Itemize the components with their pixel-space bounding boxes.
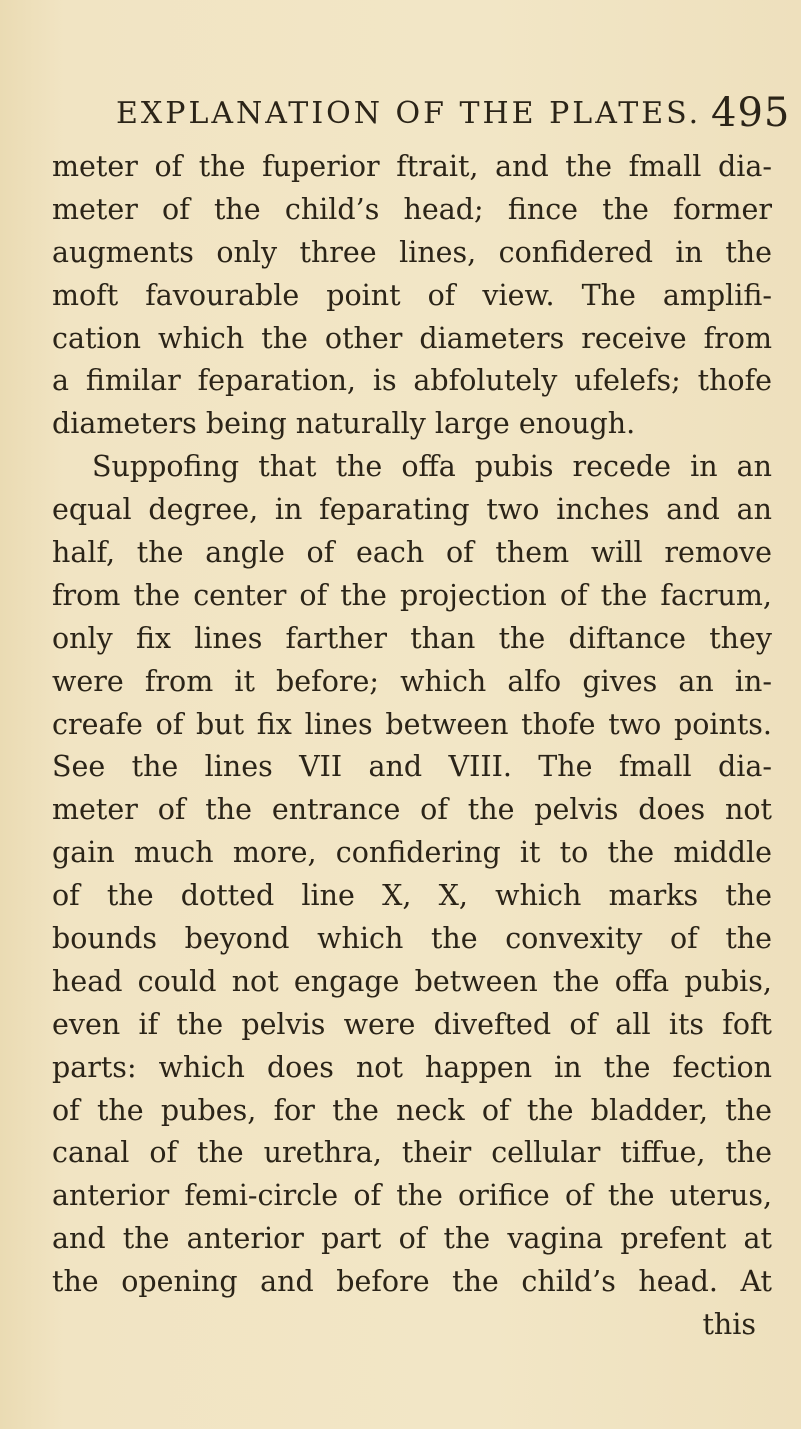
text-line: from the center of the projection of the facrum, (52, 578, 772, 612)
catchword: this (702, 1308, 756, 1342)
text-line: creafe of but fix lines between thofe two points. (52, 707, 772, 741)
text-line: a fimilar feparation, is abfolutely ufelefs; thofe (52, 364, 772, 398)
text-line: and the anterior part of the vagina prefent at (52, 1222, 772, 1256)
text-line: were from it before; which alfo gives an in- (52, 664, 772, 698)
text-line: cation which the other diameters receive from (52, 321, 772, 355)
text-line: even if the pelvis were divefted of all its foft (52, 1007, 772, 1041)
text-line: half, the angle of each of them will remove (52, 536, 772, 570)
text-line: of the pubes, for the neck of the bladder, the (52, 1093, 772, 1127)
text-line: gain much more, confidering it to the middle (52, 836, 772, 870)
text-line: Suppofing that the offa pubis recede in an (92, 450, 772, 484)
body-text (52, 146, 772, 1347)
running-head (116, 90, 791, 136)
running-head-title: EXPLANATION OF THE PLATES. (116, 96, 702, 131)
text-line: moft favourable point of view. The amplifi- (52, 278, 772, 312)
text-line: equal degree, in feparating two inches and an (52, 493, 772, 527)
text-line: bounds beyond which the convexity of the (52, 922, 772, 956)
text-line: augments only three lines, confidered in the (52, 235, 772, 269)
text-line: only fix lines farther than the diftance they (52, 621, 772, 655)
text-line: canal of the urethra, their cellular tiffue, the (52, 1136, 772, 1170)
text-line: anterior femi-circle of the orifice of the uterus, (52, 1179, 772, 1213)
text-line: meter of the fuperior ftrait, and the fmall dia- (52, 150, 772, 183)
page-number: 495 (711, 90, 791, 136)
text-line: meter of the child’s head; fince the former (52, 192, 772, 226)
text-line: meter of the entrance of the pelvis does not (52, 793, 772, 827)
text-line: head could not engage between the offa pubis, (52, 964, 772, 998)
text-line: parts: which does not happen in the fection (52, 1050, 772, 1084)
text-line: the opening and before the child’s head. At (52, 1265, 772, 1299)
text-line: See the lines VII and VIII. The fmall dia- (52, 750, 772, 784)
text-line: diameters being naturally large enough. (52, 407, 636, 441)
text-line: of the dotted line X, X, which marks the (52, 879, 772, 913)
